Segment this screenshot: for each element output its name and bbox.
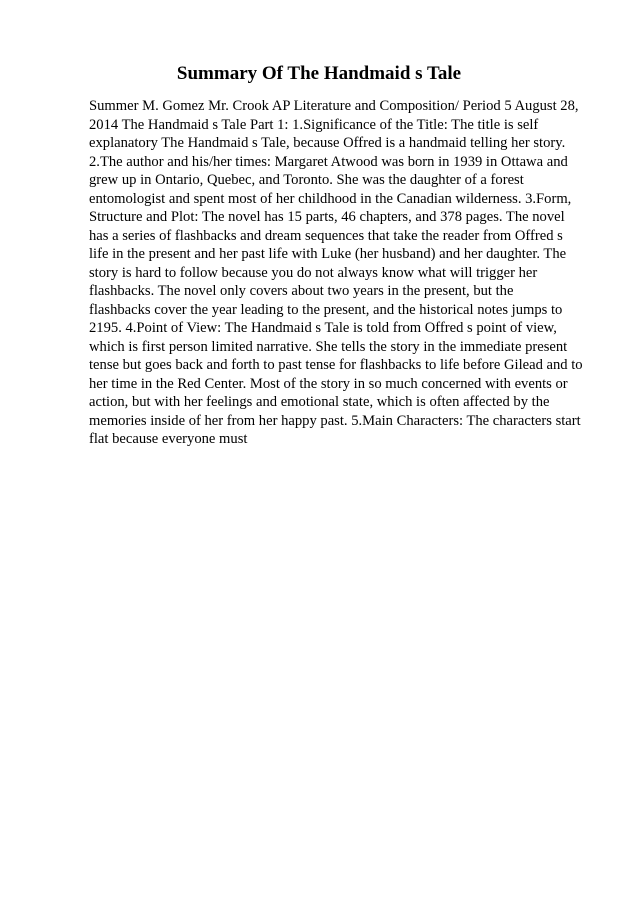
body-line: story is hard to follow because you do not always know what will trigger her — [89, 264, 538, 281]
body-line: flashbacks cover the year leading to the present, and the historical notes jumps to — [89, 301, 563, 318]
body-line: her time in the Red Center. Most of the story in so much concerned with events or — [89, 375, 568, 392]
body-line: grew up in Ontario, Quebec, and Toronto. She was the daughter of a forest — [89, 172, 524, 188]
body-line: entomologist and spent most of her childhood in the Canadian wilderness. 3.Form, — [89, 190, 572, 207]
body-line: flashbacks. The novel only covers about two years in the present, but the — [89, 283, 514, 299]
body-line: has a series of flashbacks and dream sequences that take the reader from Offred s — [89, 227, 563, 244]
document-title: Summary Of The Handmaid s Tale — [176, 63, 462, 84]
body-line: life in the present and her past life with Luke (her husband) and her daughter. The — [89, 246, 567, 262]
body-line: Summer M. Gomez Mr. Crook AP Literature and Composition/ Period 5 August 28, — [89, 98, 579, 114]
body-line: explanatory The Handmaid s Tale, because Offred is a handmaid telling her story. — [89, 135, 566, 151]
body-line: tense but goes back and forth to past tense for flashbacks to life before Gilead and to — [89, 357, 583, 373]
body-line: 2.The author and his/her times: Margaret Atwood was born in 1939 in Ottawa and — [89, 153, 568, 170]
body-line: memories inside of her from her happy past. 5.Main Characters: The characters start — [89, 412, 581, 429]
body-line: which is first person limited narrative. She tells the story in the immediate present — [89, 338, 568, 355]
body-line: 2014 The Handmaid s Tale Part 1: 1.Significance of the Title: The title is self — [89, 116, 539, 133]
body-line: 2195. 4.Point of View: The Handmaid s Tale is told from Offred s point of view, — [89, 320, 557, 336]
document-body — [89, 97, 589, 449]
body-line: Structure and Plot: The novel has 15 parts, 46 chapters, and 378 pages. The novel — [89, 209, 565, 225]
body-line: action, but with her feelings and emotional state, which is often affected by the — [89, 394, 550, 410]
body-line: flat because everyone must — [89, 431, 248, 447]
